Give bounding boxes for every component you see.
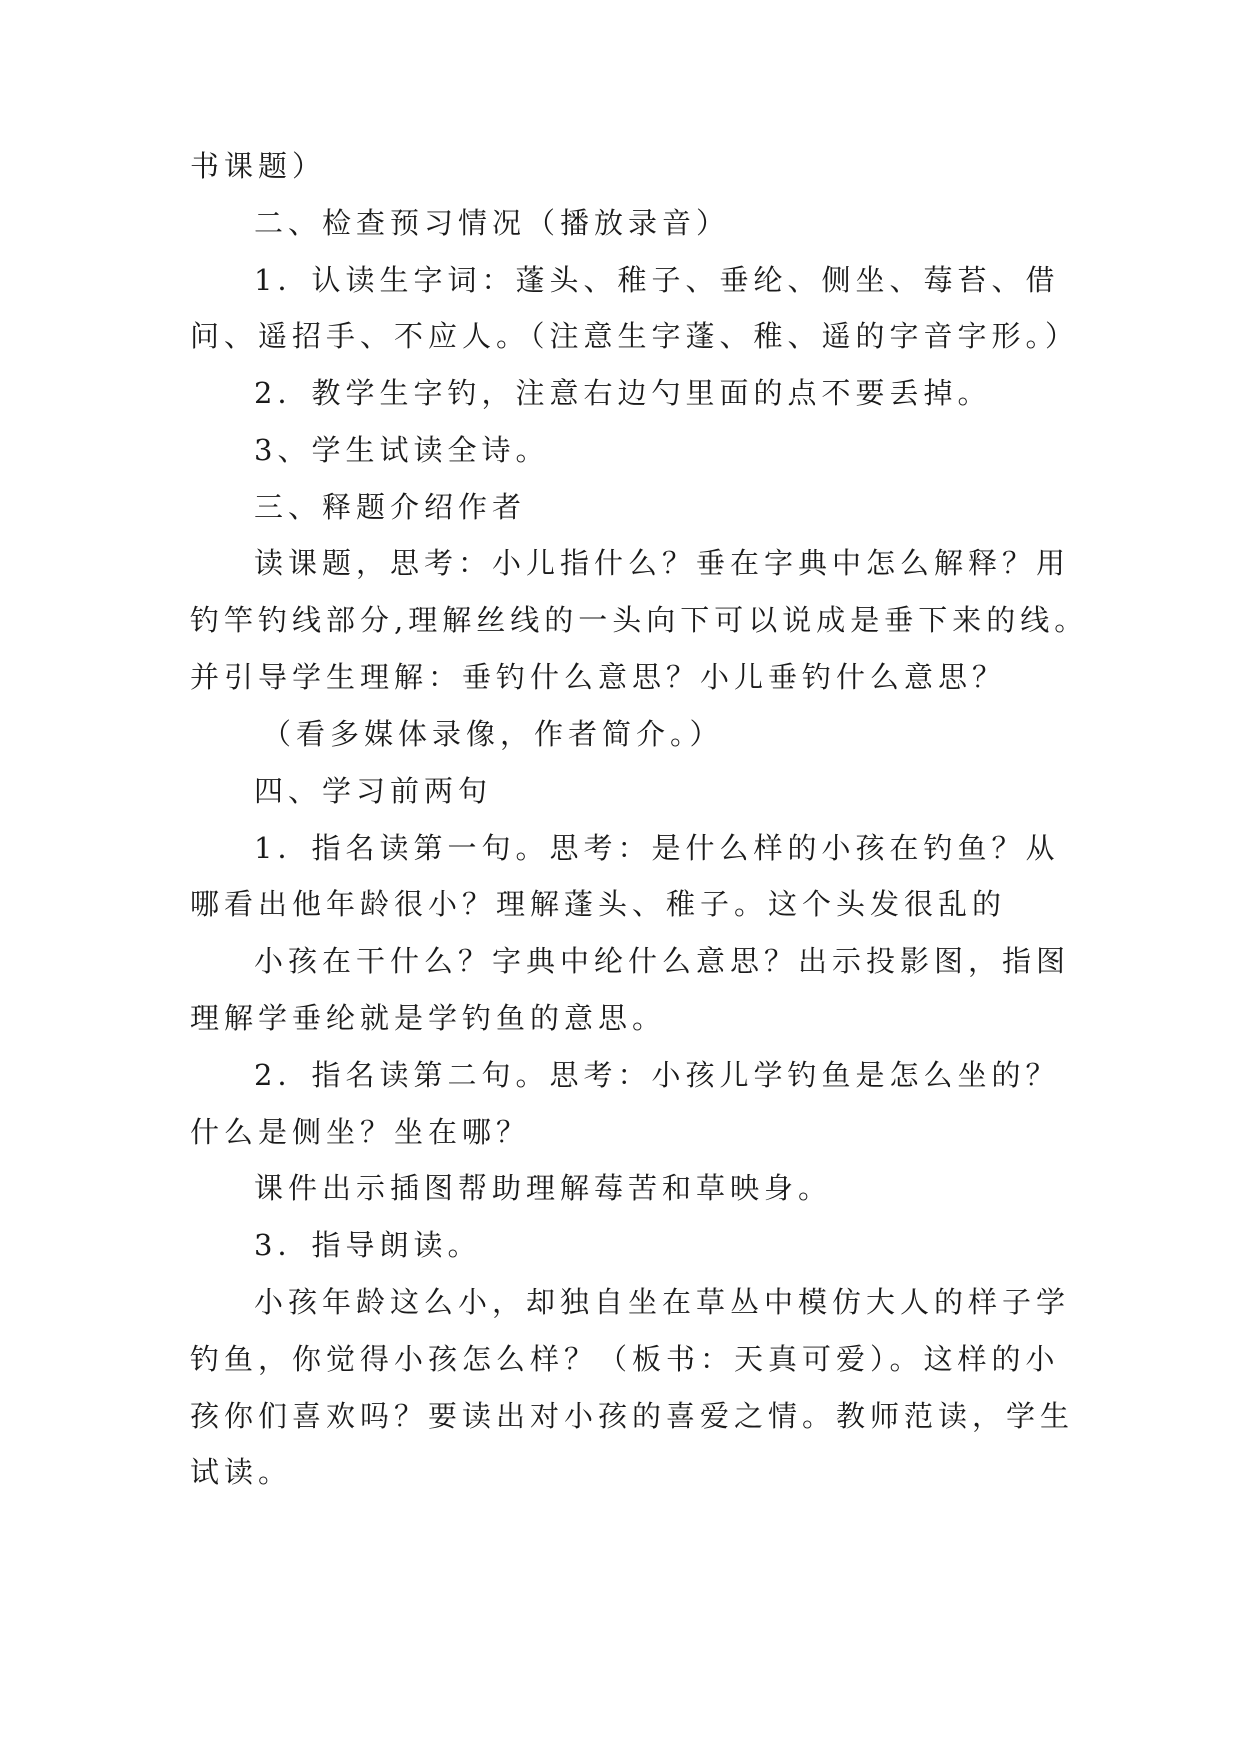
text-line: 读课题，思考：小儿指什么？垂在字典中怎么解释？用 bbox=[254, 546, 1071, 580]
text-line: 1．认读生字词：蓬头、稚子、垂纶、侧坐、莓苔、借 bbox=[254, 263, 1060, 297]
text-line: 什么是侧坐？坐在哪？ bbox=[190, 1115, 531, 1149]
text-line: 书课题） bbox=[190, 149, 327, 183]
text-line: 1．指名读第一句。思考：是什么样的小孩在钓鱼？从 bbox=[254, 831, 1060, 865]
text-line: 2．指名读第二句。思考：小孩儿学钓鱼是怎么坐的？ bbox=[254, 1058, 1060, 1092]
text-line: 小孩在干什么？字典中纶什么意思？出示投影图，指图 bbox=[254, 944, 1071, 978]
section-heading: 二、检查预习情况（播放录音） bbox=[254, 206, 731, 240]
text-line: 理解学垂纶就是学钓鱼的意思。 bbox=[190, 1001, 667, 1035]
text-line: 3、学生试读全诗。 bbox=[254, 433, 550, 467]
section-heading: 四、学习前两句 bbox=[254, 774, 493, 808]
text-line: 问、遥招手、不应人。（注意生字蓬、稚、遥的字音字形。） bbox=[190, 319, 1080, 353]
text-line: 钓竿钓线部分,理解丝线的一头向下可以说成是垂下来的线。 bbox=[190, 603, 1089, 637]
text-line: 孩你们喜欢吗？要读出对小孩的喜爱之情。教师范读，学生 bbox=[190, 1399, 1075, 1433]
text-line: 钓鱼，你觉得小孩怎么样？（板书：天真可爱）。这样的小 bbox=[190, 1342, 1060, 1376]
section-heading: 三、释题介绍作者 bbox=[254, 490, 527, 524]
text-line: 2．教学生字钓，注意右边勺里面的点不要丢掉。 bbox=[254, 376, 992, 410]
text-line: 试读。 bbox=[190, 1455, 293, 1489]
text-line: 哪看出他年龄很小？理解蓬头、稚子。这个头发很乱的 bbox=[190, 887, 1007, 921]
text-line: 小孩年龄这么小，却独自坐在草丛中模仿大人的样子学 bbox=[254, 1285, 1071, 1319]
text-line: 并引导学生理解：垂钓什么意思？小儿垂钓什么意思？ bbox=[190, 660, 1007, 694]
text-line: （看多媒体录像，作者简介。） bbox=[262, 717, 724, 751]
text-line: 课件出示插图帮助理解莓苦和草映身。 bbox=[254, 1171, 833, 1205]
text-line: 3．指导朗读。 bbox=[254, 1228, 482, 1262]
